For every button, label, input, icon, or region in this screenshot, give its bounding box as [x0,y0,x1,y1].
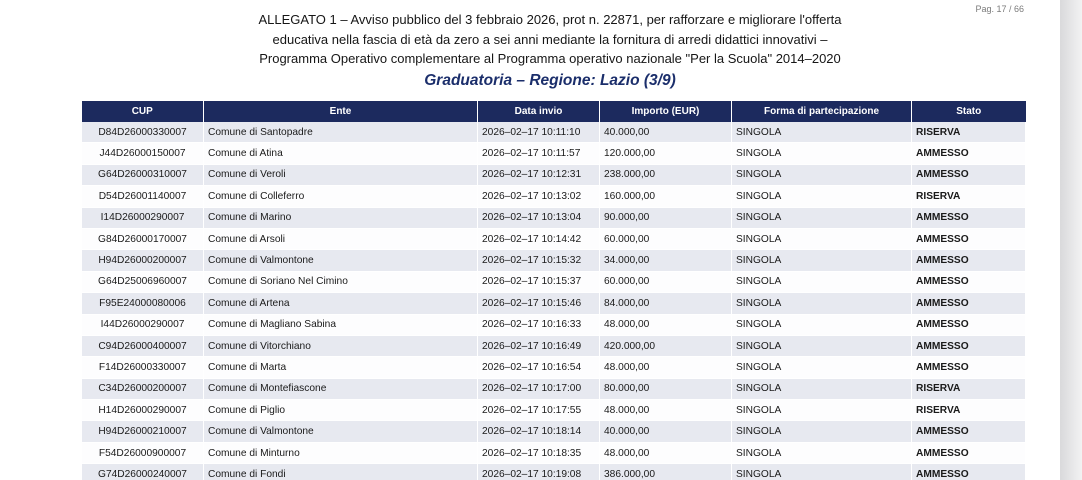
cell-forma: SINGOLA [732,335,912,356]
cell-ente: Comune di Colleferro [204,186,478,207]
cell-ente: Comune di Soriano Nel Cimino [204,271,478,292]
cell-importo: 60.000,00 [600,228,732,249]
ranking-subtitle: Graduatoria – Regione: Lazio (3/9) [424,72,676,89]
cell-data-invio: 2026–02–17 10:15:46 [478,293,600,314]
cell-ente: Comune di Piglio [204,400,478,421]
cell-forma: SINGOLA [732,207,912,228]
cell-data-invio: 2026–02–17 10:17:00 [478,378,600,399]
cell-stato: AMMESSO [912,335,1026,356]
cell-cup: C34D26000200007 [82,378,204,399]
table-row [82,442,1026,463]
cell-cup: F95E24000080006 [82,293,204,314]
viewer-scroll-edge [1060,0,1082,480]
cell-importo: 90.000,00 [600,207,732,228]
cell-cup: I14D26000290007 [82,207,204,228]
table-row [82,122,1026,143]
column-header-ente: Ente [204,101,478,122]
cell-forma: SINGOLA [732,164,912,185]
cell-forma: SINGOLA [732,314,912,335]
table-row [82,271,1026,292]
cell-ente: Comune di Santopadre [204,122,478,143]
cell-data-invio: 2026–02–17 10:16:33 [478,314,600,335]
cell-stato: AMMESSO [912,207,1026,228]
cell-ente: Comune di Marta [204,357,478,378]
cell-ente: Comune di Magliano Sabina [204,314,478,335]
cell-ente: Comune di Veroli [204,164,478,185]
cell-ente: Comune di Minturno [204,442,478,463]
header-line: educativa nella fascia di età da zero a sei anni mediante la fornitura di arredi didattici innovativi – [272,31,828,47]
cell-data-invio: 2026–02–17 10:16:54 [478,357,600,378]
cell-cup: G84D26000170007 [82,228,204,249]
cell-data-invio: 2026–02–17 10:15:37 [478,271,600,292]
cell-data-invio: 2026–02–17 10:18:14 [478,421,600,442]
cell-forma: SINGOLA [732,378,912,399]
cell-stato: RISERVA [912,400,1026,421]
cell-ente: Comune di Valmontone [204,250,478,271]
cell-importo: 48.000,00 [600,357,732,378]
cell-stato: AMMESSO [912,293,1026,314]
cell-forma: SINGOLA [732,442,912,463]
cell-cup: F14D26000330007 [82,357,204,378]
header-line: Programma Operativo complementare al Programma operativo nazionale "Per la Scuola" 2014–2020 [259,51,841,66]
cell-importo: 386.000,00 [600,464,732,480]
cell-stato: AMMESSO [912,442,1026,463]
cell-stato: RISERVA [912,186,1026,207]
cell-cup: I44D26000290007 [82,314,204,335]
cell-importo: 120.000,00 [600,143,732,164]
cell-data-invio: 2026–02–17 10:17:55 [478,400,600,421]
cell-stato: AMMESSO [912,164,1026,185]
cell-forma: SINGOLA [732,143,912,164]
table-row [82,164,1026,185]
cell-forma: SINGOLA [732,464,912,480]
table-row [82,378,1026,399]
cell-stato: AMMESSO [912,271,1026,292]
page-number: Pag. 17 / 66 [975,4,1024,14]
cell-importo: 160.000,00 [600,186,732,207]
table-header-row [82,101,1026,122]
cell-data-invio: 2026–02–17 10:13:02 [478,186,600,207]
table-row [82,207,1026,228]
cell-data-invio: 2026–02–17 10:16:49 [478,335,600,356]
table-row [82,250,1026,271]
table-row-highlighted [82,335,1026,356]
column-header-cup: CUP [82,101,204,122]
cell-importo: 80.000,00 [600,378,732,399]
cell-importo: 238.000,00 [600,164,732,185]
header-line: ALLEGATO 1 – Avviso pubblico del 3 febbraio 2026, prot n. 22871, per rafforzare e migliorare l'offerta [258,12,842,27]
cell-cup: D84D26000330007 [82,122,204,143]
cell-stato: RISERVA [912,378,1026,399]
cell-importo: 34.000,00 [600,250,732,271]
cell-cup: C94D26000400007 [82,335,204,356]
cell-data-invio: 2026–02–17 10:15:32 [478,250,600,271]
cell-forma: SINGOLA [732,186,912,207]
cell-forma: SINGOLA [732,228,912,249]
cell-data-invio: 2026–02–17 10:11:10 [478,122,600,143]
cell-ente: Comune di Vitorchiano [204,335,478,356]
cell-cup: H14D26000290007 [82,400,204,421]
cell-ente: Comune di Atina [204,143,478,164]
cell-forma: SINGOLA [732,421,912,442]
cell-stato: AMMESSO [912,250,1026,271]
cell-forma: SINGOLA [732,122,912,143]
cell-cup: J44D26000150007 [82,143,204,164]
table-row [82,421,1026,442]
column-header-forma: Forma di partecipazione [732,101,912,122]
table-row [82,143,1026,164]
cell-importo: 48.000,00 [600,442,732,463]
cell-stato: AMMESSO [912,143,1026,164]
cell-forma: SINGOLA [732,271,912,292]
cell-data-invio: 2026–02–17 10:19:08 [478,464,600,480]
table-row [82,400,1026,421]
cell-importo: 40.000,00 [600,421,732,442]
cell-forma: SINGOLA [732,250,912,271]
cell-forma: SINGOLA [732,293,912,314]
cell-cup: G64D26000310007 [82,164,204,185]
cell-cup: H94D26000210007 [82,421,204,442]
cell-stato: AMMESSO [912,228,1026,249]
cell-importo: 40.000,00 [600,122,732,143]
cell-importo: 60.000,00 [600,271,732,292]
cell-importo: 48.000,00 [600,314,732,335]
cell-ente: Comune di Artena [204,293,478,314]
table-row [82,293,1026,314]
table-row [82,186,1026,207]
ranking-table [81,101,1026,480]
cell-cup: G64D25006960007 [82,271,204,292]
cell-ente: Comune di Montefiascone [204,378,478,399]
cell-stato: AMMESSO [912,357,1026,378]
cell-data-invio: 2026–02–17 10:13:04 [478,207,600,228]
cell-data-invio: 2026–02–17 10:14:42 [478,228,600,249]
cell-stato: AMMESSO [912,464,1026,480]
cell-cup: D54D26001140007 [82,186,204,207]
cell-data-invio: 2026–02–17 10:18:35 [478,442,600,463]
cell-stato: AMMESSO [912,314,1026,335]
cell-cup: H94D26000200007 [82,250,204,271]
cell-stato: RISERVA [912,122,1026,143]
cell-ente: Comune di Arsoli [204,228,478,249]
document-header [0,10,1060,69]
cell-importo: 84.000,00 [600,293,732,314]
table-row [82,228,1026,249]
table-row [82,357,1026,378]
cell-cup: F54D26000900007 [82,442,204,463]
cell-importo: 420.000,00 [600,335,732,356]
cell-ente: Comune di Fondi [204,464,478,480]
cell-ente: Comune di Valmontone [204,421,478,442]
cell-forma: SINGOLA [732,357,912,378]
cell-data-invio: 2026–02–17 10:11:57 [478,143,600,164]
table-row [82,464,1026,480]
cell-forma: SINGOLA [732,400,912,421]
cell-cup: G74D26000240007 [82,464,204,480]
cell-stato: AMMESSO [912,421,1026,442]
cell-ente: Comune di Marino [204,207,478,228]
column-header-stato: Stato [912,101,1026,122]
cell-data-invio: 2026–02–17 10:12:31 [478,164,600,185]
column-header-importo: Importo (EUR) [600,101,732,122]
table-row [82,314,1026,335]
cell-importo: 48.000,00 [600,400,732,421]
column-header-data-invio: Data invio [478,101,600,122]
